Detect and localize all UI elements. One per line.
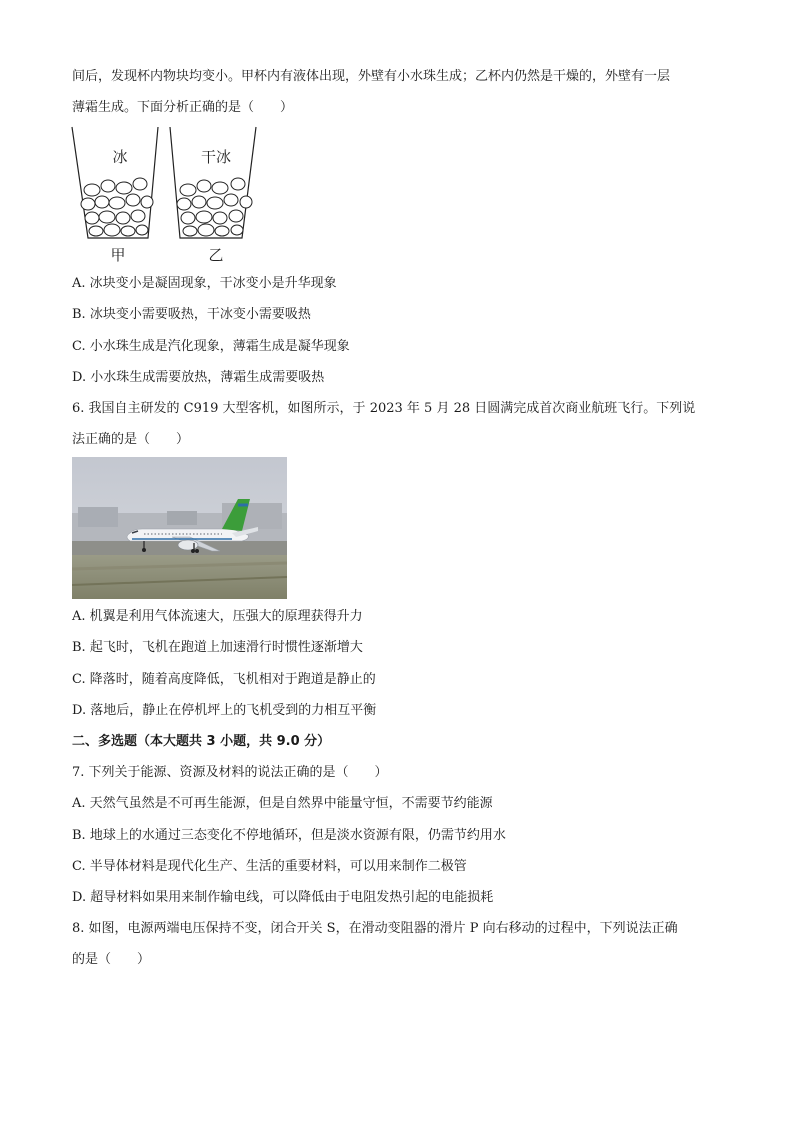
q5-stem-line-1: 间后，发现杯内物块均变小。甲杯内有液体出现，外壁有小水珠生成；乙杯内仍然是干燥的，外壁有一层 xyxy=(72,69,671,84)
q7-option-b: B. 地球上的水通过三态变化不停地循环，但是淡水资源有限，仍需节约用水 xyxy=(72,828,506,843)
q5-option-b: B. 冰块变小需要吸热，干冰变小需要吸热 xyxy=(72,307,311,322)
caption-jia: 甲 xyxy=(110,246,126,264)
q8-stem-line-1: 8. 如图，电源两端电压保持不变，闭合开关 S，在滑动变阻器的滑片 P 向右移动的过程中，下列说法正确 xyxy=(72,921,678,936)
q7-option-a: A. 天然气虽然是不可再生能源，但是自然界中能量守恒，不需要节约能源 xyxy=(72,796,493,811)
q6-option-a: A. 机翼是利用气体流速大，压强大的原理获得升力 xyxy=(72,609,363,624)
q8-stem-line-2: 的是（ ） xyxy=(72,952,151,967)
q7-option-c: C. 半导体材料是现代化生产、生活的重要材料，可以用来制作二极管 xyxy=(72,859,467,874)
caption-yi: 乙 xyxy=(208,246,224,264)
q6-option-b: B. 起飞时，飞机在跑道上加速滑行时惯性逐渐增大 xyxy=(72,640,363,655)
q5-option-d: D. 小水珠生成需要放热，薄霜生成需要吸热 xyxy=(72,370,325,385)
q5-stem-line-2: 薄霜生成。下面分析正确的是（ ） xyxy=(72,100,294,115)
q7-stem: 7. 下列关于能源、资源及材料的说法正确的是（ ） xyxy=(72,765,388,780)
cups-figure xyxy=(70,122,270,267)
q6-option-c: C. 降落时，随着高度降低，飞机相对于跑道是静止的 xyxy=(72,672,376,687)
section-heading: 二、多选题（本大题共 3 小题，共 9.0 分） xyxy=(72,734,331,749)
q7-option-d: D. 超导材料如果用来制作输电线，可以降低由于电阻发热引起的电能损耗 xyxy=(72,890,494,905)
q6-stem-line-2: 法正确的是（ ） xyxy=(72,432,190,447)
q5-option-a: A. 冰块变小是凝固现象，干冰变小是升华现象 xyxy=(72,276,337,291)
q5-option-c: C. 小水珠生成是汽化现象，薄霜生成是凝华现象 xyxy=(72,339,350,354)
ice-cubes xyxy=(81,178,252,236)
label-dry-ice: 干冰 xyxy=(200,148,232,166)
q6-stem-line-1: 6. 我国自主研发的 C919 大型客机，如图所示，于 2023 年 5 月 28 日圆满完成首次商业航班飞行。下列说 xyxy=(72,401,696,416)
q6-option-d: D. 落地后，静止在停机坪上的飞机受到的力相互平衡 xyxy=(72,703,377,718)
c919-airplane-photo xyxy=(72,457,287,599)
label-ice: 冰 xyxy=(112,148,128,166)
